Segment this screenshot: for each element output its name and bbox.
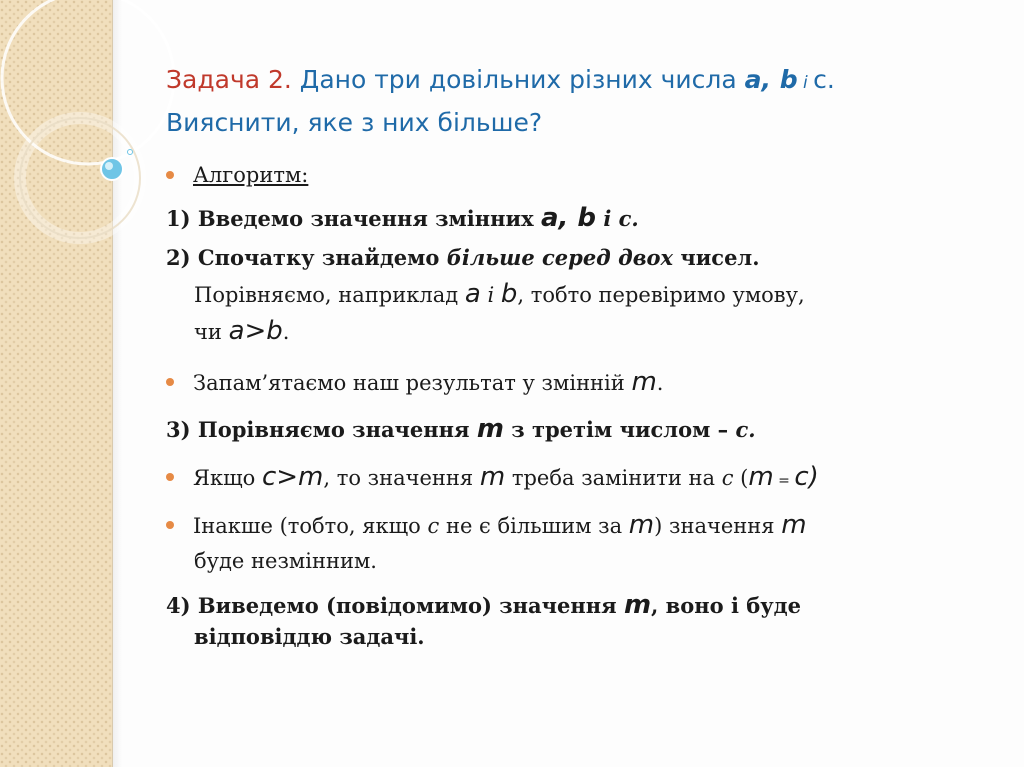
bullet-else [166,510,807,541]
step-3 [166,414,756,445]
if-text: Якщо [193,466,262,490]
paren-open: ( [733,466,749,490]
var-c: с [721,466,734,490]
step-2-line-3 [194,316,289,347]
title-line-1 [166,60,966,103]
bullet-remember [166,367,663,398]
remember-period: . [656,371,664,395]
algorithm-label: Алгоритм: [193,163,309,187]
step-1 [166,203,639,234]
slide-title [166,60,966,143]
var-m: m [748,462,774,492]
step-3-middle: з третім числом – [503,417,736,442]
var-c-close: c) [794,462,819,492]
algorithm-heading [166,160,308,190]
var-c: с [427,514,440,538]
step-2 [166,243,760,273]
var-m: m [479,462,506,492]
condition-a-gt-b: a>b [228,316,283,346]
title-line-2: Вияснити, яке з них більше? [166,108,543,137]
var-m: m [781,510,807,540]
step-4-line-2: відповіддю задачі. [194,624,425,649]
decorative-blue-dot [101,158,123,180]
step-2-condition-text: , тобто перевіримо умову, [517,283,805,307]
step-2-compare-text: Порівняємо, наприклад [194,283,465,307]
if-then-text: , то значення [323,466,480,490]
step-2-line-2 [194,279,805,310]
step-4 [166,590,801,621]
step-4-text: 4) Виведемо (повідомимо) значення [166,593,624,618]
var-m: m [476,414,504,444]
step-3-text: 3) Порівняємо значення [166,417,477,442]
else-text: Інакше (тобто, якщо [193,514,428,538]
else-value-text: ) значення [654,514,782,538]
step-2-emphasis: більше серед двох [446,245,674,270]
else-middle: не є більшим за [439,514,629,538]
step-2-period: . [282,320,290,344]
bullet-else-line-2: буде незмінним. [194,549,377,573]
var-m: m [628,510,655,540]
step-1-text: 1) Введемо значення змінних [166,206,541,231]
var-c: с. [735,417,756,442]
title-vars: a, b [744,65,798,94]
title-conj: і [797,73,814,93]
step-2-text: 2) Спочатку знайдемо [166,245,447,270]
step-1-tail: і с. [596,206,639,231]
var-m: m [623,590,652,620]
step-2-conj: і [480,283,501,307]
condition-c-gt-m: c>m [261,462,324,492]
var-m: m [631,367,657,397]
title-text: Дано три довільних різних числа [291,65,745,94]
step-4-tail: , воно і буде [651,593,802,618]
var-b: b [500,279,518,309]
step-2-tail: чисел. [673,245,760,270]
equals-sign: = [773,473,795,489]
remember-text: Запам’ятаємо наш результат у змінній [193,371,632,395]
step-2-question: чи [194,320,229,344]
task-label: Задача 2. [166,65,292,94]
decorative-ring-outline [20,118,140,238]
decorative-dot-highlight [105,162,113,170]
var-a: a [464,279,481,309]
if-replace-text: треба замінити на [505,466,722,490]
bullet-if [166,462,819,496]
step-1-vars: a, b [540,203,597,233]
title-last: с. [813,65,835,94]
